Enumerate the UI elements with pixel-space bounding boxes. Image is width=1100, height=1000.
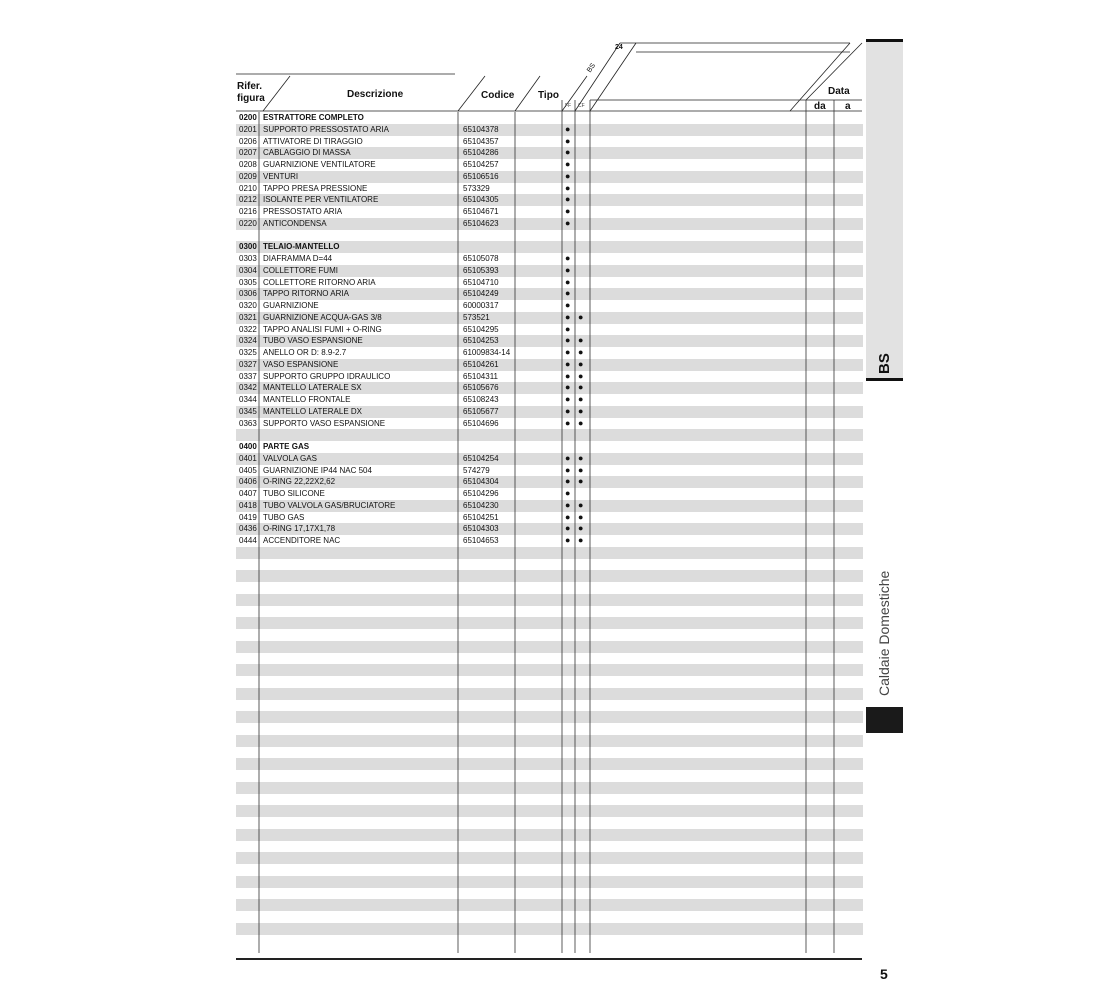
description-cell: ATTIVATORE DI TIRAGGIO: [263, 136, 363, 146]
table-row: [236, 735, 863, 747]
table-row: [236, 418, 863, 430]
ff-cell: ●: [565, 382, 571, 393]
table-row: [236, 899, 863, 911]
header-rifer: Rifer. figura: [237, 81, 265, 104]
table-row: [236, 723, 863, 735]
ref-cell: 0419: [239, 512, 257, 522]
ff-cell: ●: [565, 499, 571, 510]
description-cell: COLLETTORE RITORNO ARIA: [263, 277, 376, 287]
table-row: [236, 864, 863, 876]
code-cell: 65104230: [463, 500, 499, 510]
code-cell: 65104696: [463, 418, 499, 428]
description-cell: VASO ESPANSIONE: [263, 359, 339, 369]
description-cell: TUBO VALVOLA GAS/BRUCIATORE: [263, 500, 396, 510]
cf-cell: ●: [578, 511, 584, 522]
table-row: [236, 852, 863, 864]
table-row: [236, 700, 863, 712]
ref-cell: 0304: [239, 265, 257, 275]
table-row: [236, 382, 863, 394]
ref-cell: 0406: [239, 477, 257, 487]
header-codice: Codice: [481, 90, 515, 101]
ff-cell: ●: [565, 147, 571, 158]
code-cell: 65104304: [463, 477, 499, 487]
ref-cell: 0324: [239, 336, 257, 346]
table-row: [236, 805, 863, 817]
description-cell: TAPPO RITORNO ARIA: [263, 289, 349, 299]
table-row: [236, 147, 863, 159]
ref-cell: 0305: [239, 277, 257, 287]
code-cell: 573521: [463, 312, 490, 322]
description-cell: VALVOLA GAS: [263, 453, 317, 463]
ref-cell: 0418: [239, 500, 257, 510]
description-cell: ISOLANTE PER VENTILATORE: [263, 195, 379, 205]
ff-cell: ●: [565, 276, 571, 287]
ref-cell: 0322: [239, 324, 257, 334]
ff-cell: ●: [565, 394, 571, 404]
side-tab-top-rule: [866, 39, 903, 42]
code-cell: 65104257: [463, 160, 499, 169]
cf-cell: ●: [578, 499, 584, 510]
cf-cell: ●: [578, 370, 584, 381]
ff-cell: ●: [565, 194, 571, 205]
table-row: [236, 335, 863, 347]
ref-cell: 0363: [239, 418, 257, 428]
ff-cell: ●: [565, 311, 571, 322]
table-row: [236, 488, 863, 500]
code-cell: 65106516: [463, 171, 499, 181]
cf-cell: ●: [578, 335, 584, 346]
description-cell: TUBO VASO ESPANSIONE: [263, 336, 363, 346]
table-row: [236, 676, 863, 688]
description-cell: GUARNIZIONE IP44 NAC 504: [263, 465, 372, 475]
table-row: [236, 794, 863, 806]
cf-cell: ●: [578, 535, 584, 545]
table-row: [236, 112, 863, 124]
table-row: [236, 629, 863, 641]
ref-cell: 0407: [239, 489, 257, 498]
ff-cell: ●: [565, 535, 571, 545]
ff-cell: ●: [565, 405, 571, 416]
table-row: [236, 617, 863, 629]
cf-cell: ●: [578, 417, 584, 428]
ff-cell: ●: [565, 358, 571, 369]
ref-cell: 0342: [239, 383, 257, 393]
table-row: [236, 465, 863, 477]
table-row: [236, 206, 863, 218]
table-row: [236, 441, 863, 453]
ref-cell: 0327: [239, 359, 257, 369]
table-row: [236, 277, 863, 289]
side-tab-label: Caldaie Domestiche: [876, 570, 892, 696]
ref-cell: 0345: [239, 406, 257, 416]
cf-cell: ●: [578, 452, 584, 463]
table-row: [236, 324, 863, 336]
code-cell: 60000317: [463, 301, 499, 310]
ref-cell: 0405: [239, 465, 257, 475]
table-row: [236, 664, 863, 676]
ff-cell: ●: [565, 511, 571, 522]
code-cell: 573329: [463, 183, 490, 193]
description-cell: MANTELLO LATERALE SX: [263, 383, 362, 393]
table-row: [236, 523, 863, 535]
cf-cell: ●: [578, 476, 584, 487]
ref-cell: 0325: [239, 348, 257, 357]
ref-cell: 0444: [239, 536, 257, 545]
table-row: [236, 453, 863, 465]
code-cell: 65104653: [463, 536, 499, 545]
table-row: [236, 183, 863, 195]
header-model-code: BS: [586, 62, 598, 75]
description-cell: VENTURI: [263, 171, 299, 181]
description-cell: TAPPO PRESA PRESSIONE: [263, 183, 368, 193]
table-row: [236, 911, 863, 923]
ref-cell: 0344: [239, 395, 257, 404]
table-row: [236, 711, 863, 723]
cf-cell: ●: [578, 311, 584, 322]
ff-cell: ●: [565, 264, 571, 275]
table-row: [236, 371, 863, 383]
ff-cell: ●: [565, 217, 571, 228]
ref-cell: 0220: [239, 218, 257, 228]
code-cell: 65105393: [463, 265, 499, 275]
code-cell: 65105078: [463, 254, 499, 263]
ref-cell: 0216: [239, 207, 257, 216]
table-row: [236, 300, 863, 312]
table-row: [236, 288, 863, 300]
table-row: [236, 253, 863, 265]
description-cell: ACCENDITORE NAC: [263, 536, 341, 545]
table-row: [236, 570, 863, 582]
description-cell: SUPPORTO PRESSOSTATO ARIA: [263, 124, 389, 134]
side-tab-code: BS: [876, 353, 893, 374]
description-cell: MANTELLO FRONTALE: [263, 395, 351, 404]
code-cell: 65108243: [463, 395, 499, 404]
description-cell: COLLETTORE FUMI: [263, 265, 338, 275]
table-row: [236, 476, 863, 488]
cf-cell: ●: [578, 382, 584, 393]
description-cell: O-RING 22,22X2,62: [263, 477, 336, 487]
table-row: [236, 136, 863, 148]
table-row: [236, 312, 863, 324]
ref-cell: 0207: [239, 148, 257, 158]
ff-cell: ●: [565, 452, 571, 463]
table-row: [236, 406, 863, 418]
table-row: [236, 770, 863, 782]
side-tab-block: [866, 707, 903, 733]
table-row: [236, 218, 863, 230]
header-model-number: 24: [615, 44, 623, 51]
table-row: [236, 124, 863, 136]
ref-cell: 0210: [239, 183, 257, 193]
ff-cell: ●: [565, 523, 571, 534]
description-cell: MANTELLO LATERALE DX: [263, 406, 362, 416]
description-cell: CABLAGGIO DI MASSA: [263, 148, 351, 158]
table-row: [236, 935, 863, 947]
cf-cell: ●: [578, 523, 584, 534]
code-cell: 65104623: [463, 218, 499, 228]
table-row: [236, 829, 863, 841]
header-tipo: Tipo: [538, 90, 559, 101]
description-cell: PARTE GAS: [263, 442, 310, 451]
ff-cell: ●: [565, 123, 571, 134]
side-tab-bottom-rule: [866, 378, 903, 381]
ref-cell: 0321: [239, 312, 257, 322]
ref-cell: 0400: [239, 442, 257, 451]
ff-cell: ●: [565, 476, 571, 487]
table-row: [236, 876, 863, 888]
code-cell: 65104378: [463, 124, 499, 134]
table-row: [236, 653, 863, 665]
code-cell: 65104710: [463, 277, 499, 287]
ref-cell: 0306: [239, 289, 257, 299]
cf-cell: ●: [578, 405, 584, 416]
code-cell: 65104671: [463, 207, 499, 216]
table-row: [236, 535, 863, 547]
table-row: [236, 194, 863, 206]
code-cell: 65104305: [463, 195, 499, 205]
ref-cell: 0208: [239, 160, 257, 169]
ref-cell: 0200: [239, 113, 257, 122]
ref-cell: 0212: [239, 195, 257, 205]
table-row: [236, 230, 863, 242]
page-number: 5: [880, 966, 888, 982]
table-row: [236, 500, 863, 512]
description-cell: ANTICONDENSA: [263, 218, 327, 228]
ref-cell: 0209: [239, 171, 257, 181]
code-cell: 65104303: [463, 524, 499, 534]
description-cell: GUARNIZIONE VENTILATORE: [263, 160, 376, 169]
parts-table: [236, 112, 863, 946]
ff-cell: ●: [565, 253, 571, 263]
table-row: [236, 171, 863, 183]
cf-cell: ●: [578, 394, 584, 404]
table-row: [236, 559, 863, 571]
header-cf: CF: [578, 103, 585, 109]
header-da: da: [814, 101, 826, 112]
header-ff: FF: [565, 103, 572, 109]
table-row: [236, 159, 863, 171]
table-row: [236, 347, 863, 359]
code-cell: 65104286: [463, 148, 499, 158]
code-cell: 65104311: [463, 371, 498, 381]
ref-cell: 0300: [239, 242, 257, 252]
ff-cell: ●: [565, 335, 571, 346]
table-row: [236, 747, 863, 759]
table-row: [236, 582, 863, 594]
table-row: [236, 841, 863, 853]
description-cell: TUBO SILICONE: [263, 489, 325, 498]
ref-cell: 0206: [239, 136, 257, 146]
ref-cell: 0401: [239, 453, 257, 463]
ref-cell: 0303: [239, 254, 257, 263]
description-cell: ANELLO OR D: 8.9-2.7: [263, 348, 347, 357]
table-row: [236, 817, 863, 829]
code-cell: 65104251: [463, 512, 499, 522]
code-cell: 61009834-14: [463, 348, 511, 357]
table-row: [236, 512, 863, 524]
description-cell: TELAIO-MANTELLO: [263, 242, 340, 252]
description-cell: GUARNIZIONE: [263, 301, 319, 310]
header-a: a: [845, 101, 851, 112]
table-row: [236, 547, 863, 559]
table-row: [236, 241, 863, 253]
ff-cell: ●: [565, 488, 571, 498]
description-cell: O-RING 17,17X1,78: [263, 524, 336, 534]
description-cell: SUPPORTO VASO ESPANSIONE: [263, 418, 386, 428]
ref-cell: 0337: [239, 371, 257, 381]
table-row: [236, 429, 863, 441]
description-cell: TUBO GAS: [263, 512, 305, 522]
code-cell: 65104295: [463, 324, 499, 334]
description-cell: PRESSOSTATO ARIA: [263, 207, 343, 216]
ref-cell: 0436: [239, 524, 257, 534]
ff-cell: ●: [565, 347, 571, 357]
table-row: [236, 594, 863, 606]
table-row: [236, 758, 863, 770]
table-row: [236, 394, 863, 406]
ref-cell: 0201: [239, 124, 257, 134]
ff-cell: ●: [565, 464, 571, 475]
code-cell: 65104254: [463, 453, 499, 463]
cf-cell: ●: [578, 358, 584, 369]
cf-cell: ●: [578, 464, 584, 475]
ff-cell: ●: [565, 417, 571, 428]
table-row: [236, 923, 863, 935]
bottom-rule: [236, 958, 862, 960]
ff-cell: ●: [565, 300, 571, 310]
header-data: Data: [828, 86, 850, 97]
ff-cell: ●: [565, 370, 571, 381]
code-cell: 574279: [463, 465, 490, 475]
ff-cell: ●: [565, 135, 571, 146]
code-cell: 65104249: [463, 289, 499, 299]
header-lines: [0, 0, 1100, 120]
code-cell: 65104253: [463, 336, 499, 346]
ff-cell: ●: [565, 288, 571, 299]
table-row: [236, 888, 863, 900]
code-cell: 65105676: [463, 383, 499, 393]
ff-cell: ●: [565, 206, 571, 216]
code-cell: 65104296: [463, 489, 499, 498]
code-cell: 65104261: [463, 359, 499, 369]
side-tab: [866, 40, 903, 381]
code-cell: 65104357: [463, 136, 499, 146]
code-cell: 65105677: [463, 406, 499, 416]
table-row: [236, 641, 863, 653]
header-descrizione: Descrizione: [347, 89, 404, 100]
table-row: [236, 688, 863, 700]
table-row: [236, 359, 863, 371]
table-row: [236, 606, 863, 618]
table-row: [236, 265, 863, 277]
description-cell: TAPPO ANALISI FUMI + O-RING: [263, 324, 382, 334]
table-row: [236, 782, 863, 794]
ff-cell: ●: [565, 323, 571, 334]
ff-cell: ●: [565, 182, 571, 193]
description-cell: SUPPORTO GRUPPO IDRAULICO: [263, 371, 391, 381]
description-cell: DIAFRAMMA D=44: [263, 254, 333, 263]
description-cell: ESTRATTORE COMPLETO: [263, 113, 364, 122]
cf-cell: ●: [578, 347, 584, 357]
ff-cell: ●: [565, 159, 571, 169]
description-cell: GUARNIZIONE ACQUA-GAS 3/8: [263, 312, 382, 322]
ref-cell: 0320: [239, 301, 257, 310]
ff-cell: ●: [565, 170, 571, 181]
